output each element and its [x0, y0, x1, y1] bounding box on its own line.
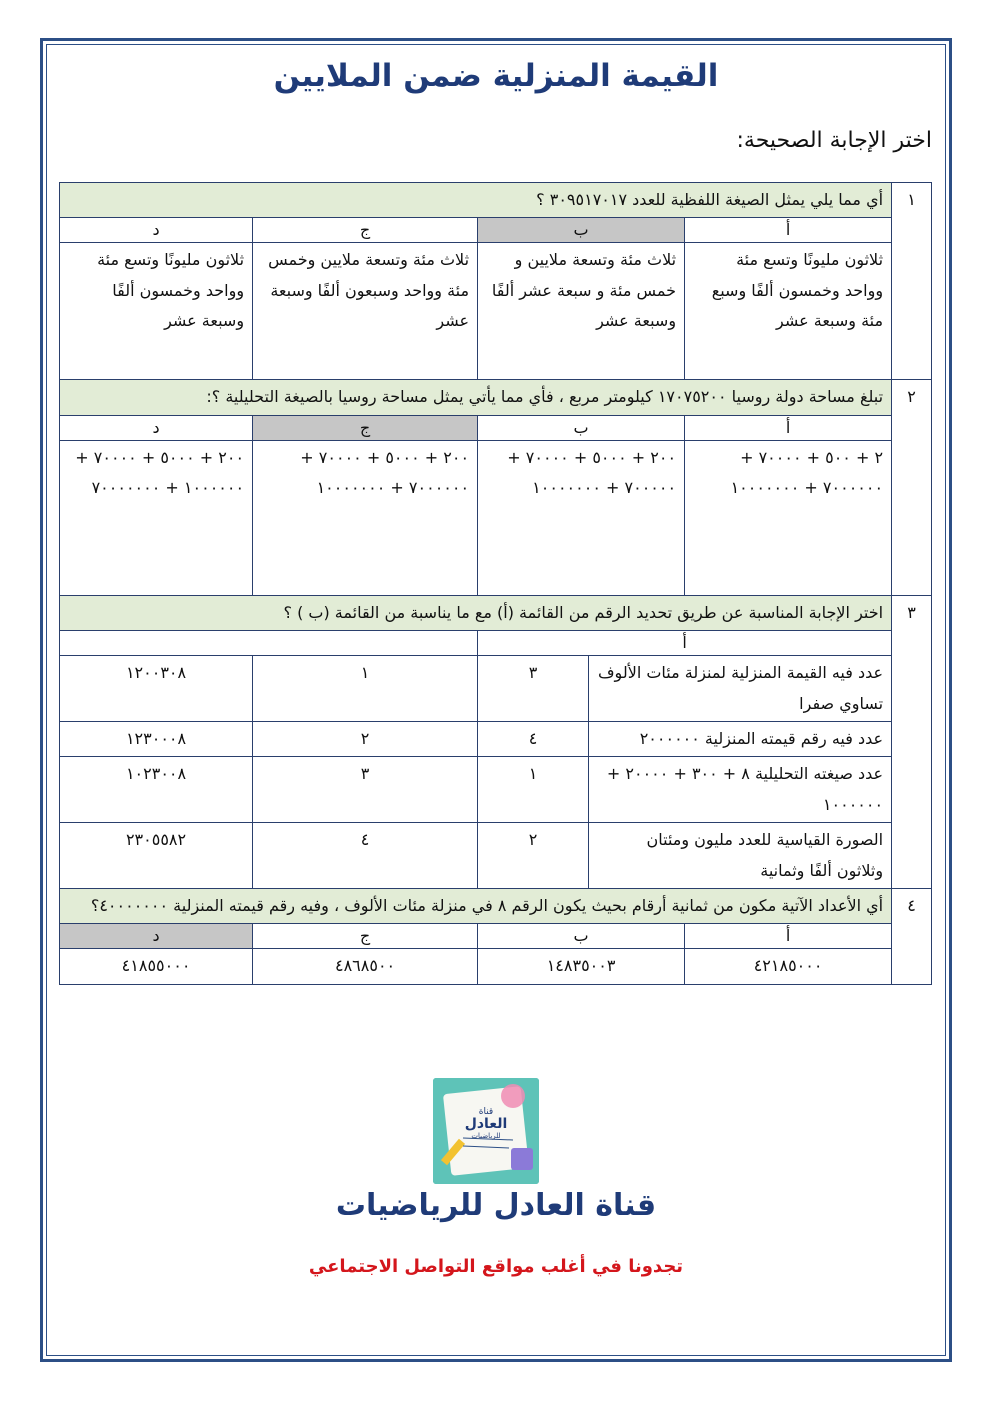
option-c[interactable]: ثلاث مئة وتسعة ملايين وخمس مئة وواحد وسبعون ألفًا وسبعة عشر — [253, 243, 478, 380]
match-description: عدد صيغته التحليلية ٨ + ٣٠٠ + ٢٠٠٠٠ + ١٠٠٠٠٠٠ — [589, 757, 892, 823]
logo-sub-text: للرياضيات — [471, 1132, 501, 1140]
match-description: عدد فيه القيمة المنزلية لمنزلة مئات الألوف تساوي صفرا — [589, 656, 892, 722]
option-header-d: د — [60, 218, 253, 243]
match-answer[interactable]: ٣ — [478, 656, 589, 722]
option-header-d: د — [60, 415, 253, 440]
worksheet-table — [59, 182, 932, 985]
question-number: ٤ — [892, 888, 932, 984]
list-b-header — [60, 631, 478, 656]
option-header-b[interactable]: ب — [478, 218, 685, 243]
question-text: اختر الإجابة المناسبة عن طريق تحديد الرقم من القائمة (أ) مع ما يناسبة من القائمة (ب ) ؟ — [60, 595, 892, 630]
brand-name: قناة العادل للرياضيات — [335, 1188, 657, 1223]
option-a[interactable]: ثلاثون مليونًا وتسع مئة وواحد وخمسون ألفًا وسبع مئة وسبعة عشر — [685, 243, 892, 380]
match-index: ٤ — [253, 823, 478, 889]
channel-logo — [433, 1078, 539, 1184]
option-a[interactable]: ٤٢١٨٥٠٠٠ — [685, 949, 892, 984]
match-row — [60, 721, 932, 756]
option-d[interactable]: ثلاثون مليونًا وتسع مئة وواحد وخمسون ألفًا وسبعة عشر — [60, 243, 253, 380]
logo-main-text: العادل — [464, 1116, 508, 1132]
question-number: ١ — [892, 183, 932, 380]
question-text: أي الأعداد الآتية مكون من ثمانية أرقام بحيث يكون الرقم ٨ في منزلة مئات الألوف ، وفيه رقم قيمته المنزلية ٤٠٠٠٠٠٠٠؟ — [60, 888, 892, 923]
match-index: ٢ — [253, 721, 478, 756]
match-value: ١٢٣٠٠٠٨ — [60, 721, 253, 756]
match-answer[interactable]: ٤ — [478, 721, 589, 756]
match-row — [60, 656, 932, 722]
match-value: ١٢٠٠٣٠٨ — [60, 656, 253, 722]
instruction: اختر الإجابة الصحيحة: — [736, 128, 932, 153]
question-text: تبلغ مساحة دولة روسيا ١٧٠٧٥٢٠٠ كيلومتر مربع ، فأي مما يأتي يمثل مساحة روسيا بالصيغة التحليلية ؟: — [60, 380, 892, 415]
question-number: ٣ — [892, 595, 932, 888]
match-row — [60, 823, 932, 889]
option-header-b: ب — [478, 415, 685, 440]
question-number: ٢ — [892, 380, 932, 595]
option-d[interactable]: ٤١٨٥٥٠٠٠ — [60, 949, 253, 984]
option-header-c[interactable]: ج — [253, 415, 478, 440]
match-value: ٢٣٠٥٥٨٢ — [60, 823, 253, 889]
match-description: عدد فيه رقم قيمته المنزلية ٢٠٠٠٠٠٠ — [589, 721, 892, 756]
option-header-a: أ — [685, 218, 892, 243]
match-answer[interactable]: ١ — [478, 757, 589, 823]
question-text: أي مما يلي يمثل الصيغة اللفظية للعدد ٣٠٩٥١٧٠١٧ ؟ — [60, 183, 892, 218]
option-b[interactable]: ١٤٨٣٥٠٠٣ — [478, 949, 685, 984]
logo-graphic — [433, 1078, 539, 1184]
match-description: الصورة القياسية للعدد مليون ومئتان وثلاثون ألفًا وثمانية — [589, 823, 892, 889]
option-header-b: ب — [478, 924, 685, 949]
option-c[interactable]: ٤٨٦٨٥٠٠ — [253, 949, 478, 984]
match-row — [60, 757, 932, 823]
option-header-d[interactable]: د — [60, 924, 253, 949]
logo-top-text: قناة — [478, 1107, 494, 1117]
option-b[interactable]: ثلاث مئة وتسعة ملايين و خمس مئة و سبعة عشر ألفًا وسبعة عشر — [478, 243, 685, 380]
option-a[interactable]: ٢ + ٥٠٠ + ٧٠٠٠٠ + ٧٠٠٠٠٠٠ + ١٠٠٠٠٠٠٠ — [685, 440, 892, 595]
match-value: ١٠٢٣٠٠٨ — [60, 757, 253, 823]
option-c[interactable]: ٢٠٠ + ٥٠٠٠ + ٧٠٠٠٠ + ٧٠٠٠٠٠٠ + ١٠٠٠٠٠٠٠ — [253, 440, 478, 595]
option-header-a: أ — [685, 415, 892, 440]
match-answer[interactable]: ٢ — [478, 823, 589, 889]
option-b[interactable]: ٢٠٠ + ٥٠٠٠ + ٧٠٠٠٠ + ٧٠٠٠٠٠ + ١٠٠٠٠٠٠٠ — [478, 440, 685, 595]
list-a-header: أ — [478, 631, 892, 656]
tagline: تجدونا في أغلب مواقع التواصل الاجتماعي — [308, 1256, 684, 1277]
option-header-c: ج — [253, 924, 478, 949]
match-index: ٣ — [253, 757, 478, 823]
option-d[interactable]: ٢٠٠ + ٥٠٠٠ + ٧٠٠٠٠ + ١٠٠٠٠٠٠ + ٧٠٠٠٠٠٠٠ — [60, 440, 253, 595]
match-index: ١ — [253, 656, 478, 722]
option-header-a: أ — [685, 924, 892, 949]
option-header-c: ج — [253, 218, 478, 243]
page-title: القيمة المنزلية ضمن الملايين — [273, 58, 719, 94]
